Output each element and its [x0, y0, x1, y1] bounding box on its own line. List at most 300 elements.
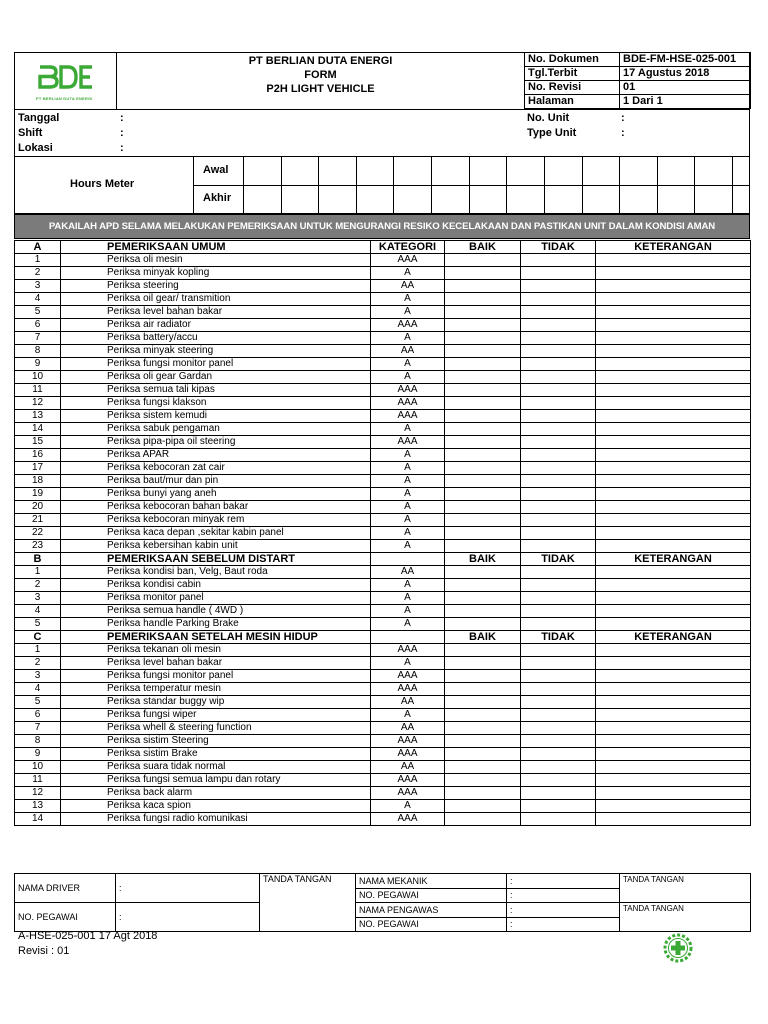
tidak-checkbox[interactable] [521, 332, 596, 345]
item-number: 18 [15, 475, 61, 488]
tidak-checkbox[interactable] [521, 657, 596, 670]
checklist-row [15, 670, 751, 683]
checklist-row [15, 384, 751, 397]
tidak-checkbox[interactable] [521, 800, 596, 813]
tidak-checkbox[interactable] [521, 267, 596, 280]
keterangan-header: KETERANGAN [596, 631, 751, 644]
item-number: 22 [15, 527, 61, 540]
tidak-checkbox[interactable] [521, 566, 596, 579]
baik-checkbox[interactable] [445, 761, 521, 774]
keterangan-field[interactable] [596, 410, 751, 423]
tidak-checkbox[interactable] [521, 618, 596, 631]
item-description: Periksa pipa-pipa oil steering [61, 436, 371, 449]
item-kategori: AAA [371, 670, 445, 683]
checklist-row [15, 592, 751, 605]
checklist-row [15, 267, 751, 280]
item-description: Periksa monitor panel [61, 592, 371, 605]
tanda-tangan-label: TANDA TANGAN [623, 904, 684, 913]
item-number: 4 [15, 293, 61, 306]
item-description: Periksa sistem kemudi [61, 410, 371, 423]
checklist-row [15, 423, 751, 436]
baik-checkbox[interactable] [445, 800, 521, 813]
item-number: 19 [15, 488, 61, 501]
nama-pengawas-label: NAMA PENGAWAS [356, 903, 507, 918]
tidak-checkbox[interactable] [521, 306, 596, 319]
checklist-row [15, 306, 751, 319]
tidak-checkbox[interactable] [521, 293, 596, 306]
tidak-checkbox[interactable] [521, 683, 596, 696]
item-kategori: AAA [371, 683, 445, 696]
keterangan-field[interactable] [596, 748, 751, 761]
item-number: 1 [15, 254, 61, 267]
tidak-checkbox[interactable] [521, 501, 596, 514]
tidak-checkbox[interactable] [521, 514, 596, 527]
keterangan-field[interactable] [596, 371, 751, 384]
checklist-row [15, 761, 751, 774]
keterangan-field[interactable] [596, 501, 751, 514]
keterangan-field[interactable] [596, 345, 751, 358]
baik-checkbox[interactable] [445, 436, 521, 449]
item-description: Periksa standar buggy wip [61, 696, 371, 709]
tidak-checkbox[interactable] [521, 488, 596, 501]
tidak-checkbox[interactable] [521, 709, 596, 722]
title-block [117, 52, 525, 110]
item-number: 15 [15, 436, 61, 449]
keterangan-field[interactable] [596, 735, 751, 748]
section-code: B [15, 553, 61, 566]
keterangan-field[interactable] [596, 696, 751, 709]
item-description: Periksa minyak kopling [61, 267, 371, 280]
item-kategori: A [371, 358, 445, 371]
no-unit-label: No. Unit [527, 112, 570, 124]
baik-checkbox[interactable] [445, 696, 521, 709]
item-kategori: AAA [371, 787, 445, 800]
item-kategori: A [371, 293, 445, 306]
item-number: 13 [15, 800, 61, 813]
item-kategori: AA [371, 696, 445, 709]
item-kategori: A [371, 709, 445, 722]
baik-checkbox[interactable] [445, 371, 521, 384]
baik-checkbox[interactable] [445, 657, 521, 670]
baik-checkbox[interactable] [445, 540, 521, 553]
tidak-checkbox[interactable] [521, 813, 596, 826]
baik-checkbox[interactable] [445, 722, 521, 735]
item-kategori: AA [371, 345, 445, 358]
baik-checkbox[interactable] [445, 618, 521, 631]
keterangan-field[interactable] [596, 423, 751, 436]
item-number: 2 [15, 657, 61, 670]
baik-checkbox[interactable] [445, 319, 521, 332]
item-description: Periksa fungsi radio komunikasi [61, 813, 371, 826]
item-kategori: A [371, 449, 445, 462]
keterangan-field[interactable] [596, 384, 751, 397]
doc-info-row [525, 53, 751, 67]
baik-checkbox[interactable] [445, 345, 521, 358]
section-title: PEMERIKSAAN SETELAH MESIN HIDUP [61, 631, 371, 644]
item-number: 1 [15, 644, 61, 657]
keterangan-field[interactable] [596, 267, 751, 280]
baik-checkbox[interactable] [445, 748, 521, 761]
mekanik-signature-box[interactable] [620, 874, 751, 903]
item-kategori: A [371, 657, 445, 670]
item-description: Periksa oli mesin [61, 254, 371, 267]
keterangan-field[interactable] [596, 774, 751, 787]
tidak-checkbox[interactable] [521, 319, 596, 332]
item-number: 23 [15, 540, 61, 553]
baik-checkbox[interactable] [445, 423, 521, 436]
doc-info-label: Halaman [525, 95, 620, 109]
item-kategori: AA [371, 722, 445, 735]
tidak-checkbox[interactable] [521, 449, 596, 462]
hours-akhir-label: Akhir [203, 192, 232, 204]
checklist-row [15, 501, 751, 514]
item-kategori: AAA [371, 436, 445, 449]
keterangan-field[interactable] [596, 800, 751, 813]
item-kategori: A [371, 371, 445, 384]
checklist-row [15, 644, 751, 657]
keterangan-field[interactable] [596, 566, 751, 579]
item-number: 1 [15, 566, 61, 579]
shift-label: Shift [18, 127, 43, 139]
keterangan-field[interactable] [596, 592, 751, 605]
baik-header: BAIK [445, 241, 521, 254]
tidak-checkbox[interactable] [521, 722, 596, 735]
section-header [15, 553, 751, 566]
keterangan-field[interactable] [596, 579, 751, 592]
item-number: 16 [15, 449, 61, 462]
item-kategori: AAA [371, 813, 445, 826]
item-description: Periksa fungsi monitor panel [61, 358, 371, 371]
checklist-row [15, 293, 751, 306]
pengawas-signature-box[interactable] [620, 903, 751, 932]
item-description: Periksa minyak steering [61, 345, 371, 358]
keterangan-field[interactable] [596, 709, 751, 722]
item-description: Periksa suara tidak normal [61, 761, 371, 774]
item-number: 9 [15, 748, 61, 761]
baik-checkbox[interactable] [445, 475, 521, 488]
keterangan-field[interactable] [596, 488, 751, 501]
tidak-checkbox[interactable] [521, 644, 596, 657]
tidak-checkbox[interactable] [521, 748, 596, 761]
item-number: 9 [15, 358, 61, 371]
keterangan-field[interactable] [596, 683, 751, 696]
item-number: 20 [15, 501, 61, 514]
hours-awal-label: Awal [203, 164, 229, 176]
item-description: Periksa bunyi yang aneh [61, 488, 371, 501]
item-number: 8 [15, 345, 61, 358]
tidak-checkbox[interactable] [521, 670, 596, 683]
checklist-row [15, 579, 751, 592]
company-name: PT BERLIAN DUTA ENERGI [248, 55, 393, 67]
keterangan-field[interactable] [596, 462, 751, 475]
baik-checkbox[interactable] [445, 774, 521, 787]
safety-banner-text: PAKAILAH APD SELAMA MELAKUKAN PEMERIKSAAN UNTUK MENGURANGI RESIKO KECELAKAAN DAN PASTIKAN UNIT DALAM KONDISI AMAN [48, 221, 716, 232]
keterangan-field[interactable] [596, 813, 751, 826]
baik-checkbox[interactable] [445, 787, 521, 800]
item-kategori: A [371, 423, 445, 436]
keterangan-field[interactable] [596, 436, 751, 449]
baik-checkbox[interactable] [445, 358, 521, 371]
baik-checkbox[interactable] [445, 579, 521, 592]
baik-checkbox[interactable] [445, 592, 521, 605]
tidak-checkbox[interactable] [521, 436, 596, 449]
item-description: Periksa temperatur mesin [61, 683, 371, 696]
baik-checkbox[interactable] [445, 293, 521, 306]
no-pegawai-driver-field[interactable]: : [116, 903, 260, 932]
bde-logo-icon [36, 64, 96, 90]
keterangan-field[interactable] [596, 514, 751, 527]
tidak-checkbox[interactable] [521, 696, 596, 709]
section-header [15, 631, 751, 644]
keterangan-field[interactable] [596, 761, 751, 774]
tidak-checkbox[interactable] [521, 462, 596, 475]
keterangan-field[interactable] [596, 449, 751, 462]
safety-banner [14, 214, 750, 239]
item-description: Periksa handle Parking Brake [61, 618, 371, 631]
item-number: 12 [15, 397, 61, 410]
checklist-table [14, 240, 751, 826]
baik-checkbox[interactable] [445, 670, 521, 683]
item-kategori: AAA [371, 644, 445, 657]
checklist-row [15, 449, 751, 462]
baik-checkbox[interactable] [445, 514, 521, 527]
item-kategori: A [371, 579, 445, 592]
baik-checkbox[interactable] [445, 735, 521, 748]
keterangan-field[interactable] [596, 475, 751, 488]
checklist-row [15, 748, 751, 761]
item-number: 21 [15, 514, 61, 527]
keterangan-header: KETERANGAN [596, 553, 751, 566]
doc-info-table [524, 52, 751, 109]
item-kategori: A [371, 540, 445, 553]
tidak-checkbox[interactable] [521, 735, 596, 748]
doc-info-value: 01 [620, 81, 751, 95]
checklist-row [15, 527, 751, 540]
keterangan-field[interactable] [596, 280, 751, 293]
item-number: 13 [15, 410, 61, 423]
no-pegawai-pengawas-label: NO. PEGAWAI [356, 917, 507, 932]
checklist-row [15, 696, 751, 709]
checklist-row [15, 813, 751, 826]
item-number: 10 [15, 761, 61, 774]
item-number: 12 [15, 787, 61, 800]
baik-checkbox[interactable] [445, 254, 521, 267]
keterangan-field[interactable] [596, 397, 751, 410]
item-description: Periksa APAR [61, 449, 371, 462]
item-number: 6 [15, 709, 61, 722]
tidak-checkbox[interactable] [521, 592, 596, 605]
nama-pengawas-field[interactable]: : [507, 903, 620, 918]
tidak-checkbox[interactable] [521, 254, 596, 267]
baik-checkbox[interactable] [445, 449, 521, 462]
item-kategori: AAA [371, 319, 445, 332]
keterangan-field[interactable] [596, 657, 751, 670]
item-kategori: AAA [371, 735, 445, 748]
tidak-checkbox[interactable] [521, 605, 596, 618]
checklist-row [15, 345, 751, 358]
tidak-checkbox[interactable] [521, 280, 596, 293]
item-description: Periksa sabuk pengaman [61, 423, 371, 436]
doc-info-value: BDE-FM-HSE-025-001 [620, 53, 751, 67]
tidak-checkbox[interactable] [521, 410, 596, 423]
checklist-row [15, 774, 751, 787]
baik-checkbox[interactable] [445, 605, 521, 618]
hours-meter-label: Hours Meter [70, 178, 135, 190]
tidak-checkbox[interactable] [521, 527, 596, 540]
keterangan-field[interactable] [596, 644, 751, 657]
item-kategori: AAA [371, 748, 445, 761]
item-kategori: A [371, 501, 445, 514]
checklist-row [15, 618, 751, 631]
item-kategori: AA [371, 566, 445, 579]
item-number: 8 [15, 735, 61, 748]
keterangan-field[interactable] [596, 332, 751, 345]
tidak-checkbox[interactable] [521, 345, 596, 358]
item-description: Periksa sistim Steering [61, 735, 371, 748]
item-description: Periksa steering [61, 280, 371, 293]
item-description: Periksa oli gear Gardan [61, 371, 371, 384]
tidak-checkbox[interactable] [521, 787, 596, 800]
nama-driver-field[interactable]: : [116, 874, 260, 903]
item-kategori: A [371, 488, 445, 501]
keterangan-field[interactable] [596, 306, 751, 319]
checklist-row [15, 254, 751, 267]
baik-header: BAIK [445, 631, 521, 644]
logo-caption: PT BERLIAN DUTA ENERGI [36, 96, 93, 101]
keterangan-field[interactable] [596, 540, 751, 553]
tidak-header: TIDAK [521, 631, 596, 644]
kategori-header [371, 631, 445, 644]
checklist-row [15, 332, 751, 345]
item-description: Periksa fungsi wiper [61, 709, 371, 722]
driver-signature-box[interactable] [260, 874, 356, 932]
baik-checkbox[interactable] [445, 527, 521, 540]
tidak-checkbox[interactable] [521, 397, 596, 410]
doc-info-label: No. Revisi [525, 81, 620, 95]
item-description: Periksa semua tali kipas [61, 384, 371, 397]
tidak-checkbox[interactable] [521, 774, 596, 787]
keterangan-field[interactable] [596, 605, 751, 618]
tanda-tangan-label: TANDA TANGAN [623, 875, 684, 884]
checklist-row [15, 709, 751, 722]
tidak-checkbox[interactable] [521, 475, 596, 488]
lokasi-label: Lokasi [18, 142, 53, 154]
item-description: Periksa whell & steering function [61, 722, 371, 735]
baik-checkbox[interactable] [445, 267, 521, 280]
baik-checkbox[interactable] [445, 488, 521, 501]
logo-cell [14, 52, 117, 110]
doc-info-value: 17 Agustus 2018 [620, 67, 751, 81]
item-description: Periksa back alarm [61, 787, 371, 800]
baik-checkbox[interactable] [445, 306, 521, 319]
tidak-checkbox[interactable] [521, 423, 596, 436]
checklist-row [15, 800, 751, 813]
item-description: Periksa kondisi cabin [61, 579, 371, 592]
keterangan-field[interactable] [596, 319, 751, 332]
no-pegawai-mekanik-field[interactable]: : [507, 888, 620, 903]
tidak-checkbox[interactable] [521, 579, 596, 592]
item-number: 3 [15, 592, 61, 605]
item-description: Periksa level bahan bakar [61, 306, 371, 319]
checklist-row [15, 735, 751, 748]
item-kategori: A [371, 800, 445, 813]
lokasi-sep: : [120, 142, 124, 154]
checklist-row [15, 566, 751, 579]
checklist-row [15, 787, 751, 800]
item-kategori: A [371, 592, 445, 605]
item-number: 4 [15, 683, 61, 696]
keterangan-field[interactable] [596, 293, 751, 306]
doc-info-label: No. Dokumen [525, 53, 620, 67]
item-description: Periksa semua handle ( 4WD ) [61, 605, 371, 618]
checklist-row [15, 462, 751, 475]
item-kategori: A [371, 267, 445, 280]
keterangan-field[interactable] [596, 527, 751, 540]
baik-checkbox[interactable] [445, 566, 521, 579]
keterangan-field[interactable] [596, 670, 751, 683]
kategori-header: KATEGORI [371, 241, 445, 254]
section-header [15, 241, 751, 254]
baik-checkbox[interactable] [445, 501, 521, 514]
checklist-row [15, 319, 751, 332]
hours-meter-lines [193, 157, 750, 214]
tidak-checkbox[interactable] [521, 761, 596, 774]
keterangan-field[interactable] [596, 722, 751, 735]
baik-checkbox[interactable] [445, 332, 521, 345]
item-number: 5 [15, 618, 61, 631]
item-kategori: AAA [371, 397, 445, 410]
baik-checkbox[interactable] [445, 683, 521, 696]
item-number: 2 [15, 267, 61, 280]
item-description: Periksa fungsi klakson [61, 397, 371, 410]
item-description: Periksa battery/accu [61, 332, 371, 345]
form-title: P2H LIGHT VEHICLE [266, 83, 375, 95]
tidak-checkbox[interactable] [521, 371, 596, 384]
baik-checkbox[interactable] [445, 384, 521, 397]
no-pegawai-pengawas-field[interactable]: : [507, 917, 620, 932]
baik-checkbox[interactable] [445, 280, 521, 293]
tidak-checkbox[interactable] [521, 384, 596, 397]
tanda-tangan-label: TANDA TANGAN [263, 874, 332, 884]
tidak-header: TIDAK [521, 241, 596, 254]
baik-checkbox[interactable] [445, 462, 521, 475]
keterangan-field[interactable] [596, 254, 751, 267]
tidak-checkbox[interactable] [521, 358, 596, 371]
keterangan-field[interactable] [596, 618, 751, 631]
footer-code: A-HSE-025-001 17 Agt 2018 [18, 930, 158, 942]
type-unit-sep: : [621, 127, 625, 139]
item-kategori: AAA [371, 384, 445, 397]
nama-mekanik-field[interactable]: : [507, 874, 620, 889]
baik-checkbox[interactable] [445, 813, 521, 826]
keterangan-field[interactable] [596, 358, 751, 371]
baik-checkbox[interactable] [445, 709, 521, 722]
kategori-header [371, 553, 445, 566]
item-kategori: A [371, 514, 445, 527]
item-number: 7 [15, 332, 61, 345]
item-description: Periksa level bahan bakar [61, 657, 371, 670]
item-description: Periksa kaca depan ,sekitar kabin panel [61, 527, 371, 540]
checklist-row [15, 371, 751, 384]
baik-checkbox[interactable] [445, 397, 521, 410]
info-block [14, 110, 750, 157]
baik-checkbox[interactable] [445, 644, 521, 657]
tidak-checkbox[interactable] [521, 540, 596, 553]
baik-checkbox[interactable] [445, 410, 521, 423]
item-description: Periksa kaca spion [61, 800, 371, 813]
item-description: Periksa kebocoran zat cair [61, 462, 371, 475]
keterangan-field[interactable] [596, 787, 751, 800]
